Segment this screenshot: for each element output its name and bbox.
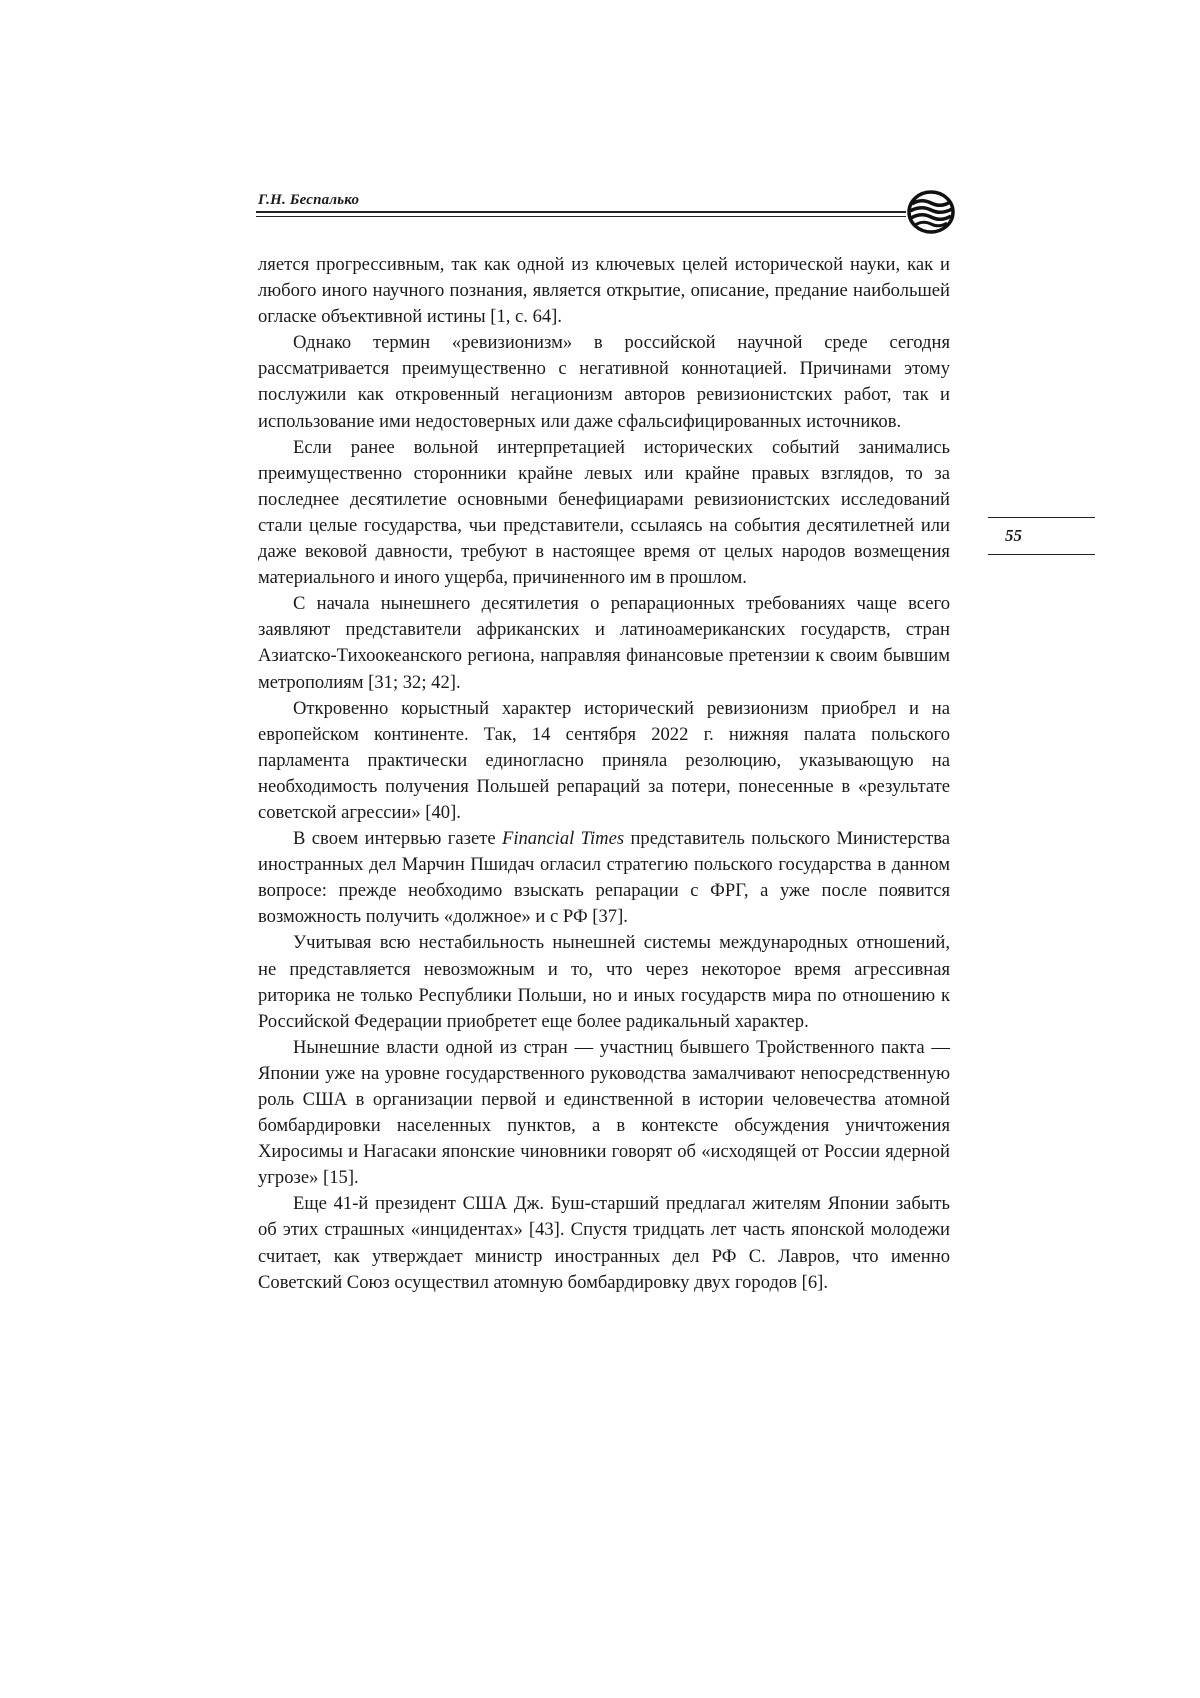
running-header-author: Г.Н. Беспалько (258, 192, 360, 208)
paragraph: Если ранее вольной интерпретацией исторических событий занимались преимущественно сторонники крайне левых или крайне правых взглядов, то за последнее десятилетие основными бенефициарами ревизионистских исследований стали целые государства, чьи представители, ссылаясь на события десятилетней или даже вековой давности, требуют в настоящее время от целых народов возмещения материального и иного ущерба, причиненного им в прошлом. (258, 436, 950, 589)
paragraph: Откровенно корыстный характер исторический ревизионизм приобрел и на европейском континенте. Так, 14 сентября 2022 г. нижняя палата польского парламента практически единогласно приняла резолюцию, указывающую на необходимость получения Польшей репараций за потери, понесенные в «результате советской агрессии» [40]. (258, 697, 950, 823)
paragraph: ляется прогрессивным, так как одной из ключевых целей исторической науки, как и любого иного научного познания, является открытие, описание, предание наибольшей огласке объективной истины [1, с. 64]. (258, 254, 950, 328)
journal-logo-icon (906, 190, 956, 234)
paragraph: Учитывая всю нестабильность нынешней системы международных отношений, не представляется невозможным и то, что через некоторое время агрессивная риторика не только Республики Польши, но и иных государств мира по отношению к Российской Федерации приобретет еще более радикальный характер. (258, 932, 950, 1032)
paragraph: Нынешние власти одной из стран — участниц бывшего Тройственного пакта — Японии уже на уровне государственного руководства замалчивают непосредственную роль США в организации первой и единственной в истории человечества атомной бомбардировки населенных пунктов, а в контексте обсуждения уничтожения Хиросимы и Нагасаки японские чиновники говорят об «исходящей от России ядерной угрозе» [15]. (258, 1036, 950, 1189)
paragraph (258, 826, 950, 930)
page-number-box (988, 517, 1095, 555)
header-rule-thin (256, 216, 906, 217)
paragraph: С начала нынешнего десятилетия о репарационных требованиях чаще всего заявляют представители африканских и латиноамериканских государств, стран Азиатско-Тихоокеанского региона, направляя финансовые претензии к своим бывшим метрополиям [31; 32; 42]. (258, 593, 950, 693)
paragraph-text: В своем интервью газете (293, 828, 502, 850)
paragraph: Однако термин «ревизионизм» в российской научной среде сегодня рассматривается преимущественно с негативной коннотацией. Причинами этому послужили как откровенный негационизм авторов ревизионистских работ, так и использование ими недостоверных или даже сфальсифицированных источников. (258, 332, 950, 432)
paragraph: Еще 41-й президент США Дж. Буш-старший предлагал жителям Японии забыть об этих страшных «инцидентах» [43]. Спустя тридцать лет часть японской молодежи считает, как утверждает министр иностранных дел РФ С. Лавров, что именно Советский Союз осуществил атомную бомбардировку двух городов [6]. (258, 1193, 950, 1293)
newspaper-title: Financial Times (501, 828, 625, 850)
paragraph-text: представитель польского Министерства иностранных дел Марчин Пшидач огласил стратегию польского государства в данном вопросе: прежде необходимо взыскать репарации с ФРГ, а уже после появится возможность получить «должное» и с РФ [37]. (258, 828, 950, 928)
header-rule-thick (256, 211, 906, 213)
article-body (258, 252, 950, 1296)
page-number: 55 (1005, 526, 1022, 545)
